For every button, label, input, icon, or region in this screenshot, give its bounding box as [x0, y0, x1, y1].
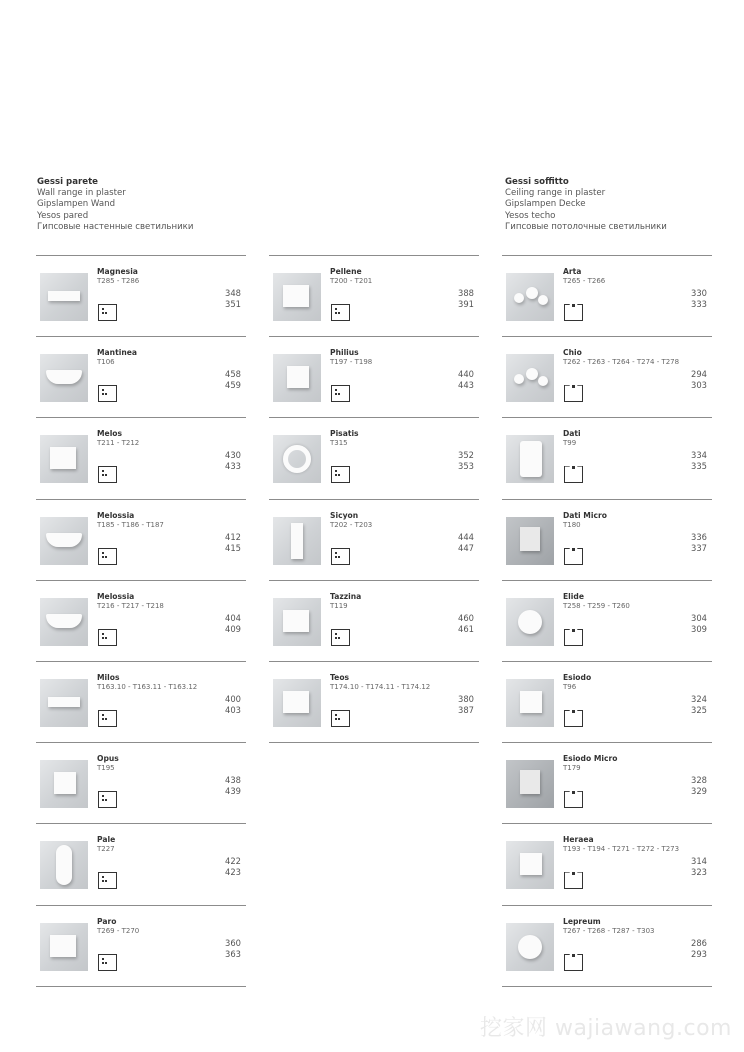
page-numbers — [458, 532, 474, 554]
section-title: Gessi soffitto — [505, 177, 569, 187]
subtitle-ru: Гипсовые настенные светильники — [37, 221, 194, 232]
product-item — [502, 337, 712, 418]
product-item — [36, 418, 246, 499]
product-thumbnail — [506, 679, 554, 727]
page-number: 438 — [225, 775, 241, 786]
page-number: 304 — [691, 612, 707, 623]
page-number: 430 — [225, 450, 241, 461]
page-number: 443 — [458, 380, 474, 391]
page-number: 335 — [691, 461, 707, 472]
page-number: 439 — [225, 786, 241, 797]
page-number: 323 — [691, 867, 707, 878]
page-numbers — [225, 532, 241, 554]
product-codes: T262 - T263 - T264 - T274 - T278 — [563, 358, 680, 367]
page-numbers — [225, 775, 241, 797]
subtitle-en: Wall range in plaster — [37, 188, 126, 199]
ceiling-mount-icon — [564, 466, 583, 483]
product-item — [502, 256, 712, 337]
product-item — [269, 500, 479, 581]
subtitle-es: Yesos techo — [505, 210, 556, 221]
page-number: 387 — [458, 704, 474, 715]
page-number: 314 — [691, 856, 707, 867]
wall-mount-icon — [331, 548, 350, 565]
page-number: 409 — [225, 623, 241, 634]
product-thumbnail — [506, 760, 554, 808]
product-item — [502, 743, 712, 824]
page-number: 380 — [458, 693, 474, 704]
page-number: 447 — [458, 542, 474, 553]
page-number: 363 — [225, 948, 241, 959]
page-numbers — [691, 775, 707, 797]
product-thumbnail — [506, 354, 554, 402]
product-thumbnail — [506, 273, 554, 321]
product-item — [502, 500, 712, 581]
page-numbers — [225, 694, 241, 716]
product-codes: T265 - T266 — [563, 277, 606, 285]
product-item — [502, 662, 712, 743]
subtitle-de: Gipslampen Wand — [37, 199, 116, 210]
page-numbers — [225, 613, 241, 635]
product-codes: T211 - T212 — [97, 439, 140, 448]
product-name: Dati Micro — [563, 510, 607, 520]
wall-mount-icon — [98, 710, 117, 727]
product-name: Tazzina — [330, 591, 362, 601]
product-name: Melossia — [97, 591, 135, 601]
page-number: 324 — [691, 693, 707, 704]
page-numbers — [691, 694, 707, 716]
page-numbers — [225, 450, 241, 472]
page-number: 334 — [691, 450, 707, 461]
product-codes: T269 - T270 — [97, 926, 140, 935]
product-name: Melos — [97, 429, 123, 439]
product-codes: T99 — [563, 439, 577, 448]
product-name: Arta — [563, 267, 582, 276]
product-codes: T179 — [563, 764, 581, 773]
product-item — [502, 906, 712, 987]
subtitle-de: Gipslampen Decke — [505, 199, 586, 210]
product-codes: T200 - T201 — [330, 277, 373, 285]
product-item — [36, 743, 246, 824]
product-thumbnail — [40, 760, 88, 808]
wall-range-header — [37, 177, 193, 233]
product-codes: T227 — [97, 845, 115, 854]
wall-mount-icon — [98, 872, 117, 889]
page-number: 286 — [691, 937, 707, 948]
product-thumbnail — [40, 354, 88, 402]
page-numbers — [458, 288, 474, 310]
product-codes: T267 - T268 - T287 - T303 — [563, 926, 655, 935]
ceiling-mount-icon — [564, 954, 583, 971]
page-number: 353 — [458, 461, 474, 472]
ceiling-mount-icon — [564, 548, 583, 565]
product-name: Sicyon — [330, 510, 359, 520]
product-name: Pellene — [330, 267, 362, 276]
page-number: 400 — [225, 693, 241, 704]
page-numbers — [225, 856, 241, 878]
product-name: Lepreum — [563, 916, 601, 926]
page-numbers — [691, 532, 707, 554]
product-item — [269, 256, 479, 337]
product-codes: T315 — [330, 439, 348, 448]
product-codes: T216 - T217 - T218 — [97, 601, 164, 610]
wall-mount-icon — [331, 710, 350, 727]
page-numbers — [691, 369, 707, 391]
product-item — [502, 418, 712, 499]
product-name: Pisatis — [330, 429, 359, 439]
page-number: 391 — [458, 299, 474, 309]
page-numbers — [691, 613, 707, 635]
product-codes: T195 — [97, 764, 115, 773]
product-codes: T174.10 - T174.11 - T174.12 — [330, 682, 431, 691]
product-codes: T185 - T186 - T187 — [97, 520, 164, 529]
page-number: 329 — [691, 786, 707, 797]
product-thumbnail — [40, 435, 88, 483]
product-thumbnail — [506, 435, 554, 483]
product-name: Dati — [563, 429, 581, 439]
product-item — [36, 581, 246, 662]
product-thumbnail — [273, 354, 321, 402]
product-name: Magnesia — [97, 267, 138, 276]
page-number: 412 — [225, 531, 241, 542]
page-number: 293 — [691, 948, 707, 959]
wall-mount-icon — [331, 629, 350, 646]
wall-mount-icon — [98, 548, 117, 565]
page-numbers — [458, 613, 474, 635]
page-number: 423 — [225, 867, 241, 878]
page-number: 325 — [691, 704, 707, 715]
page-numbers — [225, 369, 241, 391]
product-name: Chio — [563, 348, 582, 358]
page-number: 403 — [225, 704, 241, 715]
product-item — [36, 906, 246, 987]
page-number: 336 — [691, 531, 707, 542]
page-number: 459 — [225, 380, 241, 391]
page-numbers — [225, 938, 241, 960]
product-codes: T96 — [563, 682, 577, 691]
product-thumbnail — [40, 679, 88, 727]
subtitle-ru: Гипсовые потолочные светильники — [505, 221, 667, 232]
page-numbers — [691, 450, 707, 472]
product-thumbnail — [273, 679, 321, 727]
page-number: 460 — [458, 612, 474, 623]
page-number: 422 — [225, 856, 241, 867]
wall-mount-icon — [331, 466, 350, 483]
subtitle-en: Ceiling range in plaster — [505, 188, 606, 199]
product-name: Pale — [97, 835, 116, 845]
product-name: Mantinea — [97, 348, 138, 358]
product-thumbnail — [273, 435, 321, 483]
wall-mount-icon — [98, 791, 117, 808]
product-name: Teos — [330, 672, 350, 682]
product-thumbnail — [40, 598, 88, 646]
page-number: 309 — [691, 623, 707, 634]
product-thumbnail — [273, 598, 321, 646]
product-item — [36, 500, 246, 581]
page-number: 388 — [458, 288, 474, 298]
wall-mount-icon — [98, 954, 117, 971]
subtitle-es: Yesos pared — [37, 210, 89, 221]
watermark: 挖家网 wajiawang.com — [479, 1016, 732, 1041]
wall-mount-icon — [98, 466, 117, 483]
page-number: 458 — [225, 369, 241, 380]
product-item — [502, 581, 712, 662]
product-codes: T193 - T194 - T271 - T272 - T273 — [563, 845, 680, 854]
product-item — [502, 824, 712, 905]
wall-products-column-1 — [36, 255, 246, 987]
product-codes: T197 - T198 — [330, 358, 373, 367]
wall-mount-icon — [98, 304, 117, 321]
product-name: Esiodo — [563, 672, 592, 682]
ceiling-mount-icon — [564, 629, 583, 646]
product-name: Opus — [97, 754, 119, 764]
product-name: Elide — [563, 591, 584, 601]
wall-mount-icon — [98, 385, 117, 402]
product-thumbnail — [40, 841, 88, 889]
page-number: 337 — [691, 542, 707, 553]
product-thumbnail — [273, 517, 321, 565]
product-thumbnail — [40, 273, 88, 321]
product-name: Philius — [330, 348, 359, 358]
product-name: Milos — [97, 672, 120, 682]
ceiling-mount-icon — [564, 385, 583, 402]
product-codes: T258 - T259 - T260 — [563, 601, 630, 610]
page-number: 330 — [691, 288, 707, 298]
page-number: 433 — [225, 461, 241, 472]
wall-products-column-2 — [269, 255, 479, 743]
product-item — [36, 337, 246, 418]
product-codes: T285 - T286 — [97, 277, 140, 285]
section-title: Gessi parete — [37, 177, 99, 187]
ceiling-mount-icon — [564, 791, 583, 808]
page-numbers — [458, 450, 474, 472]
product-item — [269, 418, 479, 499]
product-name: Melossia — [97, 510, 135, 520]
product-name: Esiodo Micro — [563, 754, 618, 764]
page-number: 294 — [691, 369, 707, 380]
product-thumbnail — [506, 517, 554, 565]
page-number: 415 — [225, 542, 241, 553]
page-number: 348 — [225, 288, 241, 298]
page-numbers — [691, 288, 707, 310]
page-number: 461 — [458, 623, 474, 634]
product-thumbnail — [40, 923, 88, 971]
page-numbers — [225, 288, 241, 310]
page-number: 303 — [691, 380, 707, 391]
wall-mount-icon — [98, 629, 117, 646]
product-thumbnail — [506, 841, 554, 889]
product-codes: T202 - T203 — [330, 520, 373, 529]
product-item — [36, 256, 246, 337]
page-number: 351 — [225, 299, 241, 309]
page-number: 333 — [691, 299, 707, 309]
product-name: Paro — [97, 916, 117, 926]
page-numbers — [691, 856, 707, 878]
page-number: 440 — [458, 369, 474, 380]
product-name: Heraea — [563, 835, 594, 845]
wall-mount-icon — [331, 304, 350, 321]
page-number: 444 — [458, 531, 474, 542]
ceiling-products-column — [502, 255, 712, 987]
product-thumbnail — [506, 598, 554, 646]
product-thumbnail — [40, 517, 88, 565]
product-item — [269, 581, 479, 662]
ceiling-mount-icon — [564, 872, 583, 889]
product-item — [269, 662, 479, 743]
ceiling-mount-icon — [564, 710, 583, 727]
product-thumbnail — [273, 273, 321, 321]
page-numbers — [458, 369, 474, 391]
page-numbers — [458, 694, 474, 716]
page-number: 404 — [225, 612, 241, 623]
page-number: 328 — [691, 775, 707, 786]
page-numbers — [691, 938, 707, 960]
ceiling-range-header — [505, 177, 667, 233]
product-thumbnail — [506, 923, 554, 971]
product-codes: T119 — [330, 601, 348, 610]
product-codes: T180 — [563, 520, 581, 529]
product-codes: T163.10 - T163.11 - T163.12 — [97, 682, 198, 691]
page-number: 352 — [458, 450, 474, 461]
product-item — [36, 662, 246, 743]
page-number: 360 — [225, 937, 241, 948]
wall-mount-icon — [331, 385, 350, 402]
product-item — [269, 337, 479, 418]
ceiling-mount-icon — [564, 304, 583, 321]
product-item — [36, 824, 246, 905]
product-codes: T106 — [97, 358, 115, 367]
